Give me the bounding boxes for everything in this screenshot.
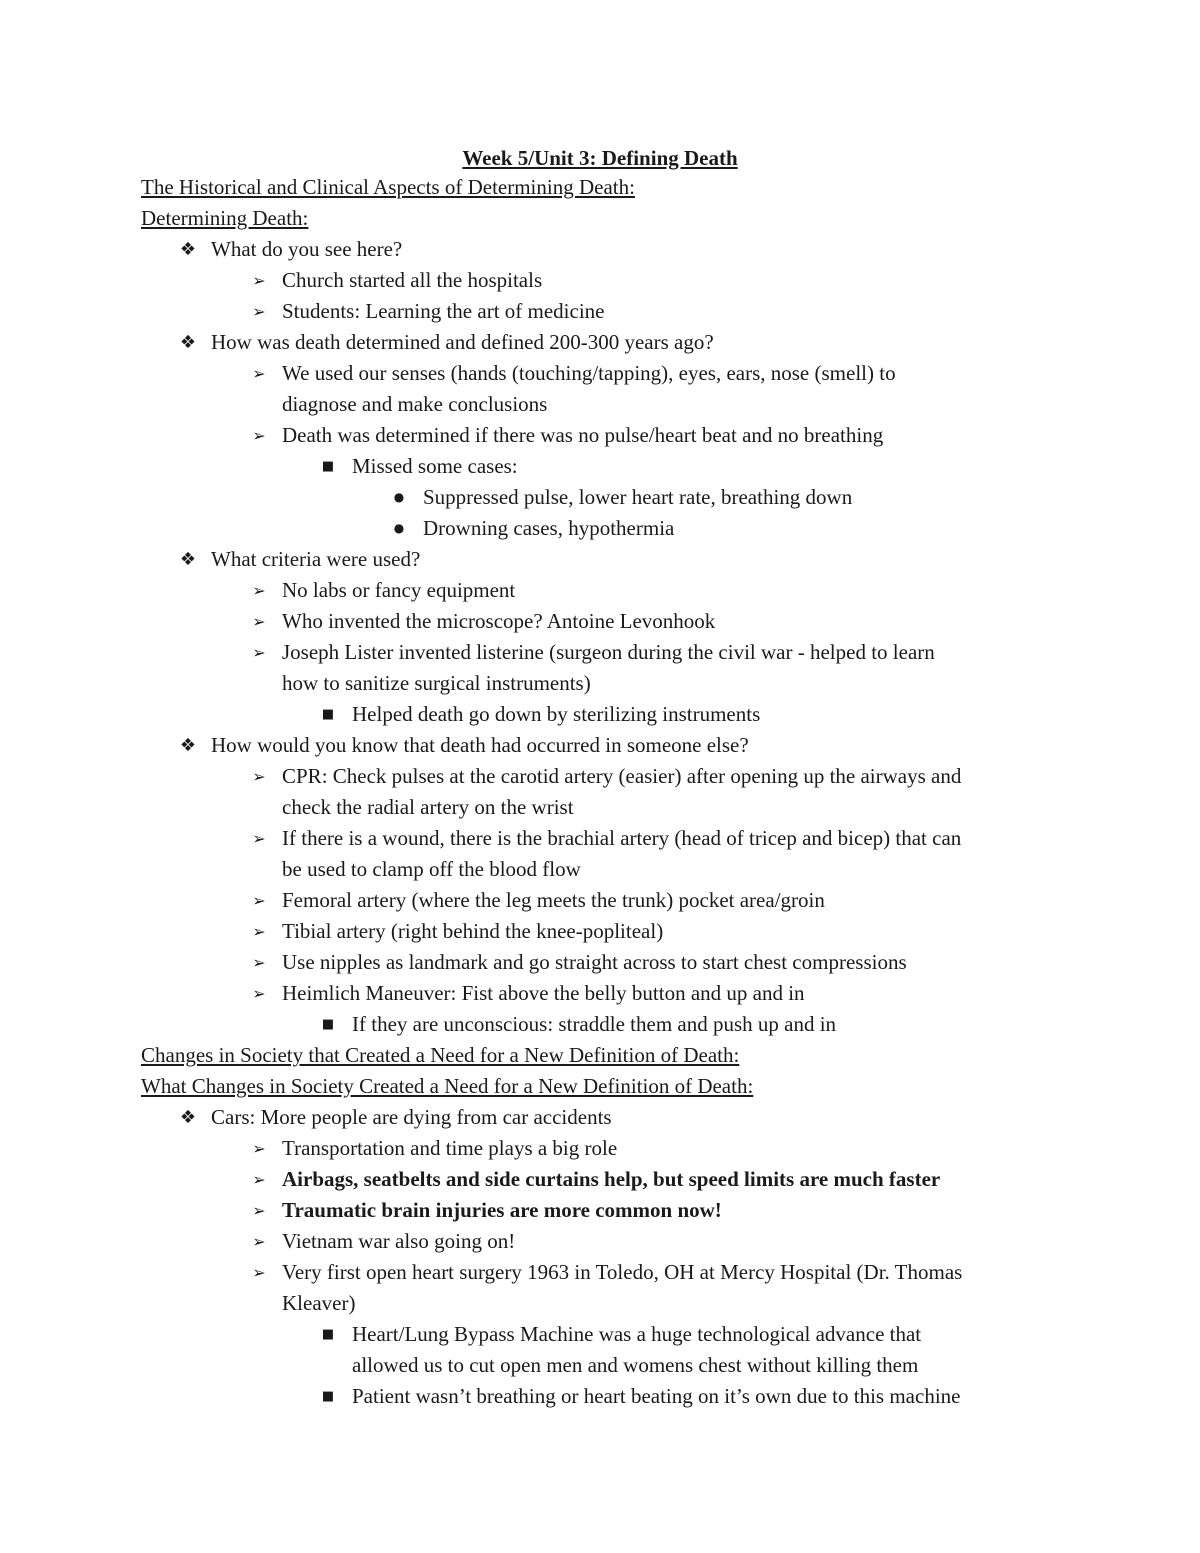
list-item: ➢ Tibial artery (right behind the knee-popliteal) (282, 916, 663, 947)
arrow-bullet-icon: ➢ (252, 581, 266, 600)
list-item: ❖ What do you see here? (211, 234, 402, 265)
diamond-bullet-icon: ❖ (179, 332, 197, 353)
list-item-continuation: be used to clamp off the blood flow (282, 857, 581, 881)
list-item: ❖ How was death determined and defined 200-300 years ago? (211, 327, 714, 358)
list-item: ➢ Who invented the microscope? Antoine Levonhook (282, 606, 715, 637)
arrow-bullet-icon: ➢ (252, 922, 266, 941)
diamond-bullet-icon: ❖ (179, 549, 197, 570)
list-item: ➢ If there is a wound, there is the brachial artery (head of tricep and bicep) that can (282, 823, 961, 854)
list-item: ➢ Vietnam war also going on! (282, 1226, 515, 1257)
diamond-bullet-icon: ❖ (179, 735, 197, 756)
list-item: ➢ Very first open heart surgery 1963 in Toledo, OH at Mercy Hospital (Dr. Thomas (282, 1257, 962, 1288)
page-title: Week 5/Unit 3: Defining Death (462, 146, 738, 170)
arrow-bullet-icon: ➢ (252, 612, 266, 631)
list-item: ➢ We used our senses (hands (touching/tapping), eyes, ears, nose (smell) to (282, 358, 896, 389)
section-heading-determining: Determining Death: (141, 206, 309, 230)
list-item: ■ Heart/Lung Bypass Machine was a huge technological advance that (352, 1319, 921, 1350)
list-item: ➢ Airbags, seatbelts and side curtains help, but speed limits are much faster (282, 1164, 940, 1195)
list-item: ➢ Traumatic brain injuries are more common now! (282, 1195, 722, 1226)
list-item: ➢ Joseph Lister invented listerine (surgeon during the civil war - helped to learn (282, 637, 935, 668)
list-item: ➢ CPR: Check pulses at the carotid artery (easier) after opening up the airways and (282, 761, 961, 792)
arrow-bullet-icon: ➢ (252, 643, 266, 662)
list-item-continuation: how to sanitize surgical instruments) (282, 671, 591, 695)
list-item-continuation: allowed us to cut open men and womens chest without killing them (352, 1353, 919, 1377)
section-heading-changes: Changes in Society that Created a Need for a New Definition of Death: (141, 1043, 740, 1067)
square-bullet-icon: ■ (321, 1389, 335, 1404)
arrow-bullet-icon: ➢ (252, 364, 266, 383)
list-item-continuation: check the radial artery on the wrist (282, 795, 574, 819)
list-item: ● Drowning cases, hypothermia (423, 513, 674, 544)
list-item: ➢ Church started all the hospitals (282, 265, 542, 296)
square-bullet-icon: ■ (321, 707, 335, 722)
square-bullet-icon: ■ (321, 1327, 335, 1342)
arrow-bullet-icon: ➢ (252, 271, 266, 290)
arrow-bullet-icon: ➢ (252, 1201, 266, 1220)
list-item: ■ Helped death go down by sterilizing instruments (352, 699, 760, 730)
list-item: ➢ Heimlich Maneuver: Fist above the belly button and up and in (282, 978, 805, 1009)
arrow-bullet-icon: ➢ (252, 1170, 266, 1189)
list-item: ■ Missed some cases: (352, 451, 518, 482)
list-item: ■ Patient wasn’t breathing or heart beating on it’s own due to this machine (352, 1381, 960, 1412)
list-item: ❖ What criteria were used? (211, 544, 420, 575)
arrow-bullet-icon: ➢ (252, 426, 266, 445)
arrow-bullet-icon: ➢ (252, 829, 266, 848)
arrow-bullet-icon: ➢ (252, 302, 266, 321)
square-bullet-icon: ■ (321, 459, 335, 474)
arrow-bullet-icon: ➢ (252, 1139, 266, 1158)
diamond-bullet-icon: ❖ (179, 1107, 197, 1128)
dot-bullet-icon: ● (393, 521, 405, 535)
list-item-continuation: diagnose and make conclusions (282, 392, 548, 416)
list-item: ➢ Femoral artery (where the leg meets the trunk) pocket area/groin (282, 885, 825, 916)
list-item: ➢ Transportation and time plays a big role (282, 1133, 617, 1164)
arrow-bullet-icon: ➢ (252, 767, 266, 786)
list-item: ● Suppressed pulse, lower heart rate, breathing down (423, 482, 852, 513)
section-heading-historical: The Historical and Clinical Aspects of Determining Death: (141, 175, 635, 199)
list-item: ❖ Cars: More people are dying from car accidents (211, 1102, 612, 1133)
section-heading-what-changes: What Changes in Society Created a Need for a New Definition of Death: (141, 1074, 754, 1098)
dot-bullet-icon: ● (393, 490, 405, 504)
list-item-continuation: Kleaver) (282, 1291, 356, 1315)
list-item: ➢ No labs or fancy equipment (282, 575, 515, 606)
list-item: ➢ Death was determined if there was no pulse/heart beat and no breathing (282, 420, 883, 451)
square-bullet-icon: ■ (321, 1017, 335, 1032)
arrow-bullet-icon: ➢ (252, 953, 266, 972)
diamond-bullet-icon: ❖ (179, 239, 197, 260)
list-item: ❖ How would you know that death had occurred in someone else? (211, 730, 749, 761)
arrow-bullet-icon: ➢ (252, 1263, 266, 1282)
arrow-bullet-icon: ➢ (252, 984, 266, 1003)
arrow-bullet-icon: ➢ (252, 1232, 266, 1251)
list-item: ■ If they are unconscious: straddle them and push up and in (352, 1009, 836, 1040)
arrow-bullet-icon: ➢ (252, 891, 266, 910)
list-item: ➢ Use nipples as landmark and go straight across to start chest compressions (282, 947, 907, 978)
list-item: ➢ Students: Learning the art of medicine (282, 296, 605, 327)
